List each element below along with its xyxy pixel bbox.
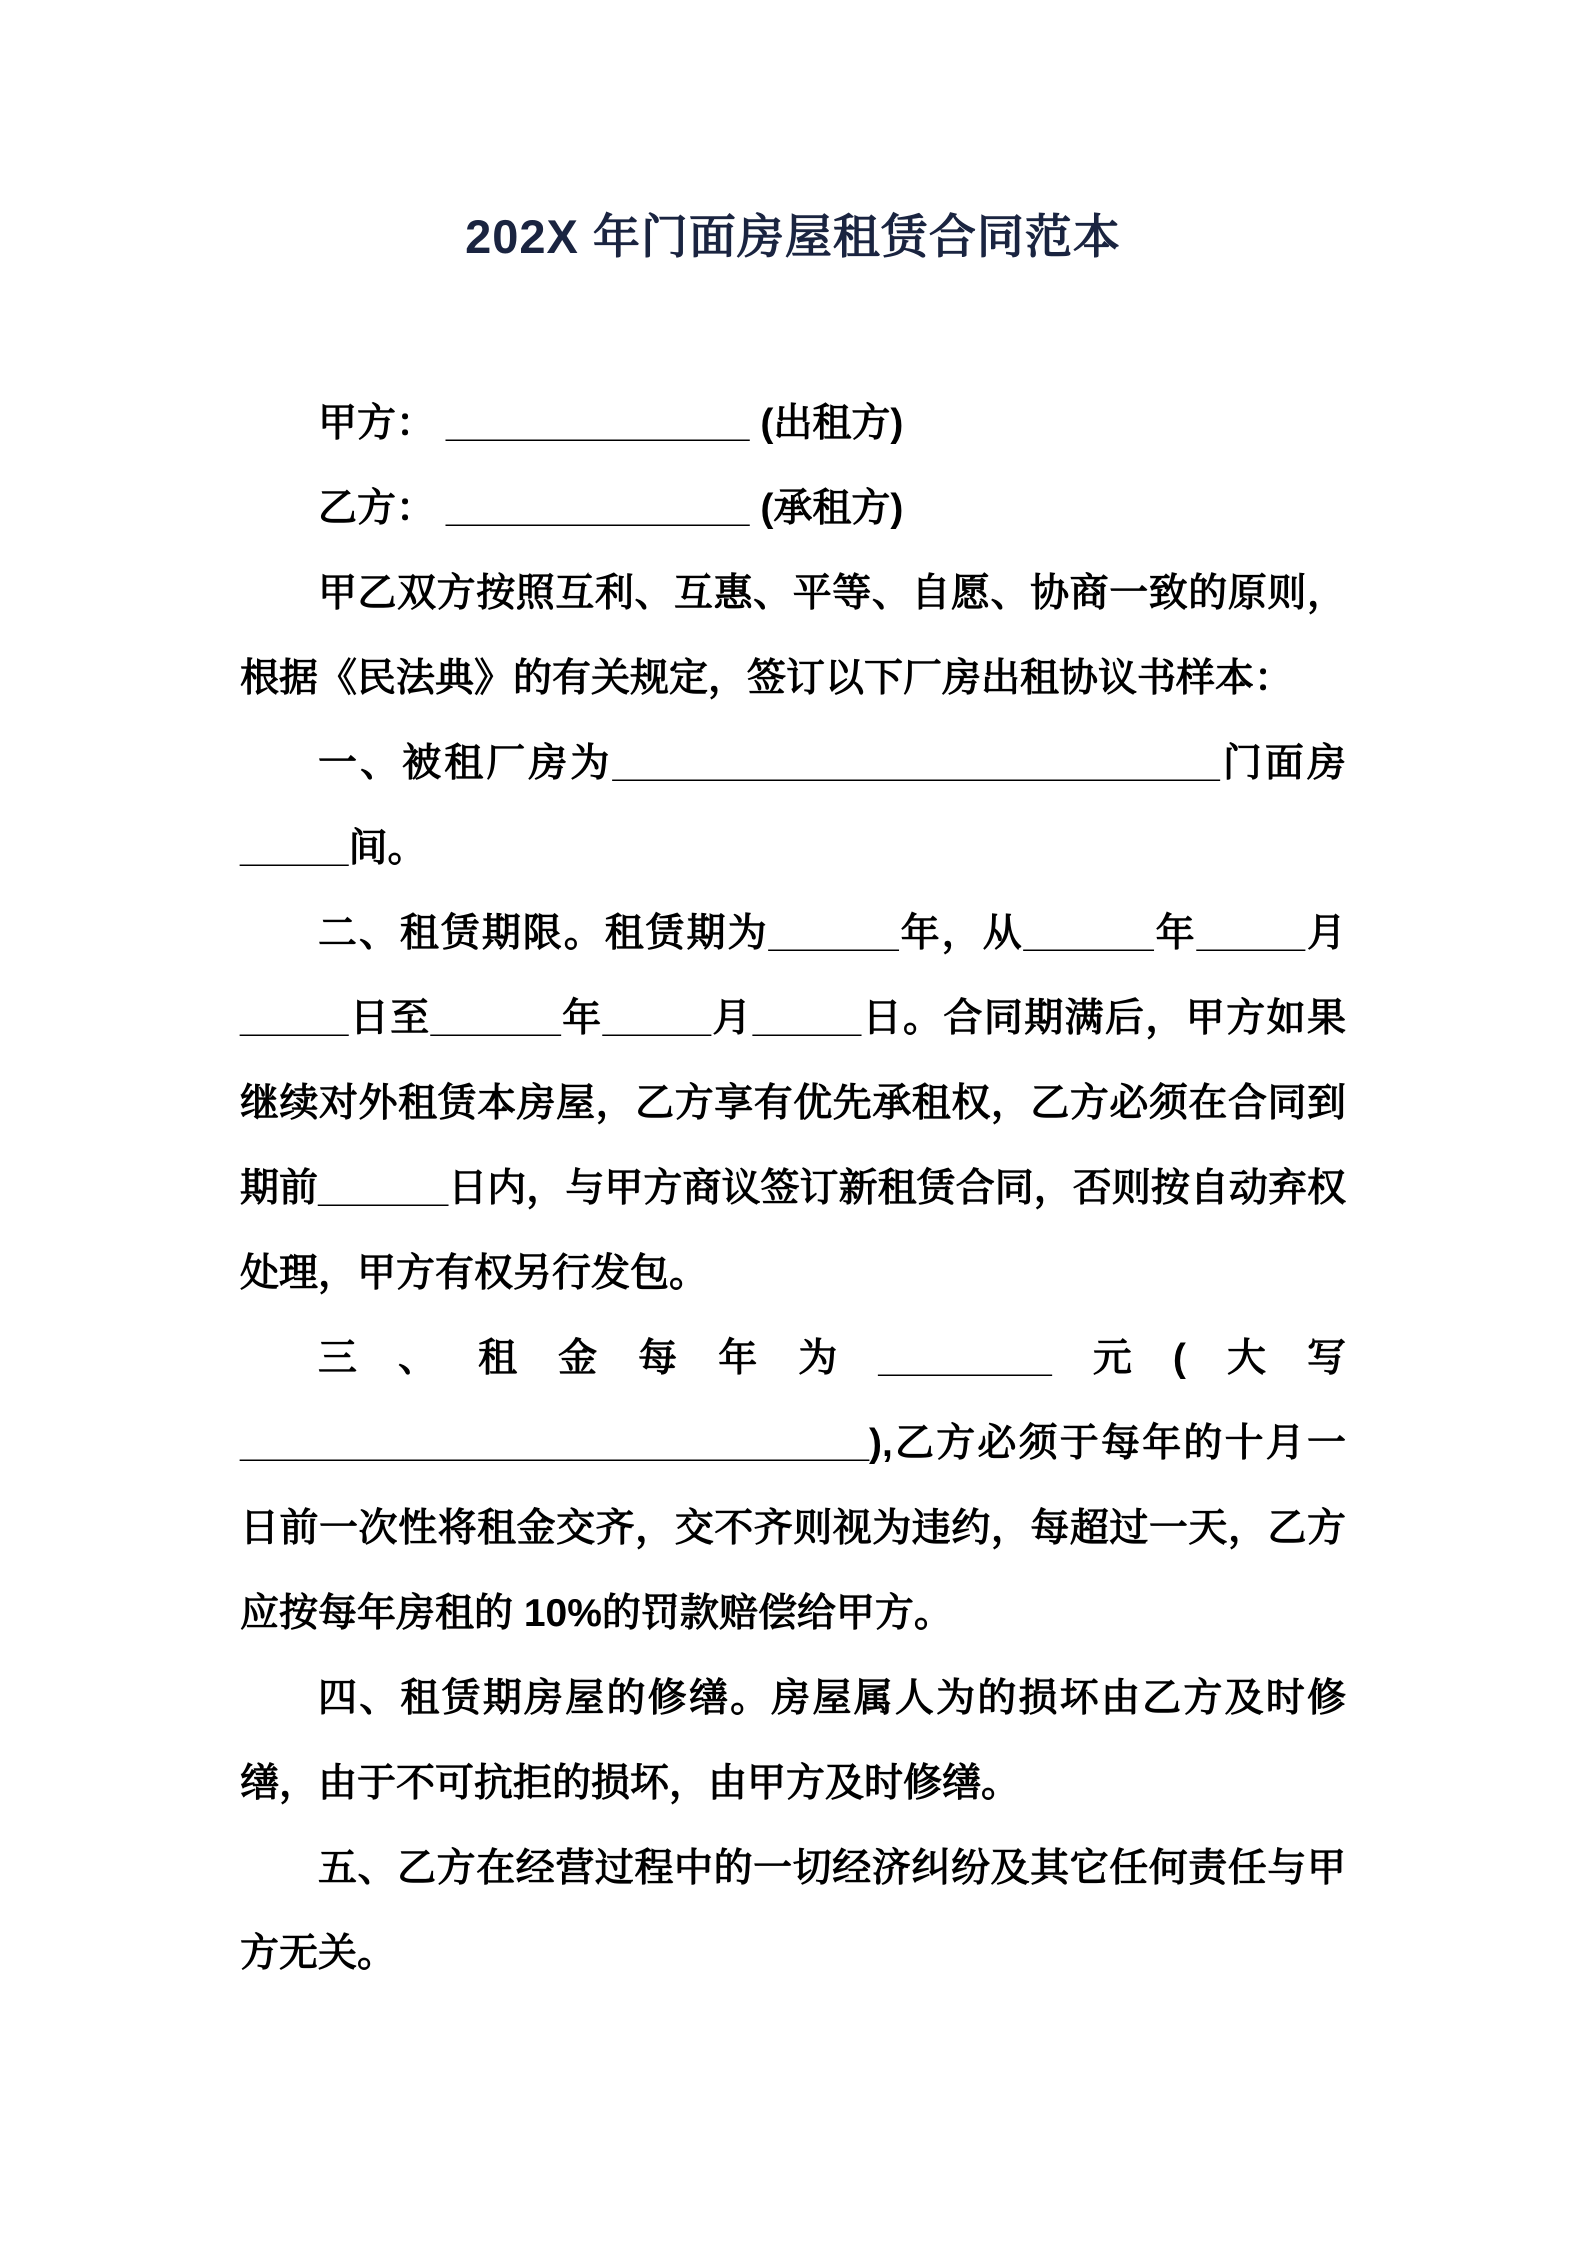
paragraph-preamble: 甲乙双方按照互利、互惠、平等、自愿、协商一致的原则，根据《民法典》的有关规定，签订以下厂房出租协议书样本： xyxy=(240,572,1346,700)
paragraph-clause-1: 一、被租厂房为____________________________门面房_____间。 xyxy=(240,742,1346,870)
paragraph-clause-2: 二、租赁期限。租赁期为______年，从______年_____月_____日至______年_____月_____日。合同期满后，甲方如果继续对外租赁本房屋，乙方享有优先承租权，乙方必须在合同到期前______日内，与甲方商议签订新租赁合同，否则按自动弃权处理，甲方有权另行发包。 xyxy=(240,912,1346,1295)
paragraph-party-b: 乙方： ______________ (承租方) xyxy=(318,487,904,530)
paragraph-party-a: 甲方： ______________ (出租方) xyxy=(318,402,904,445)
paragraph-clause-4: 四、租赁期房屋的修缮。房屋属人为的损坏由乙方及时修缮，由于不可抗拒的损坏，由甲方及时修缮。 xyxy=(240,1677,1346,1805)
document-body xyxy=(240,381,1346,1996)
paragraph-clause-5: 五、乙方在经营过程中的一切经济纠纷及其它任何责任与甲方无关。 xyxy=(240,1847,1346,1975)
paragraph-clause-3: 三、租金每年为________元(大写_____________________________),乙方必须于每年的十月一日前一次性将租金交齐，交不齐则视为违约，每超过一天，乙方应按每年房租的 10%的罚款赔偿给甲方。 xyxy=(240,1337,1346,1635)
document-title: 202X 年门面房屋租赁合同范本 xyxy=(465,210,1121,263)
